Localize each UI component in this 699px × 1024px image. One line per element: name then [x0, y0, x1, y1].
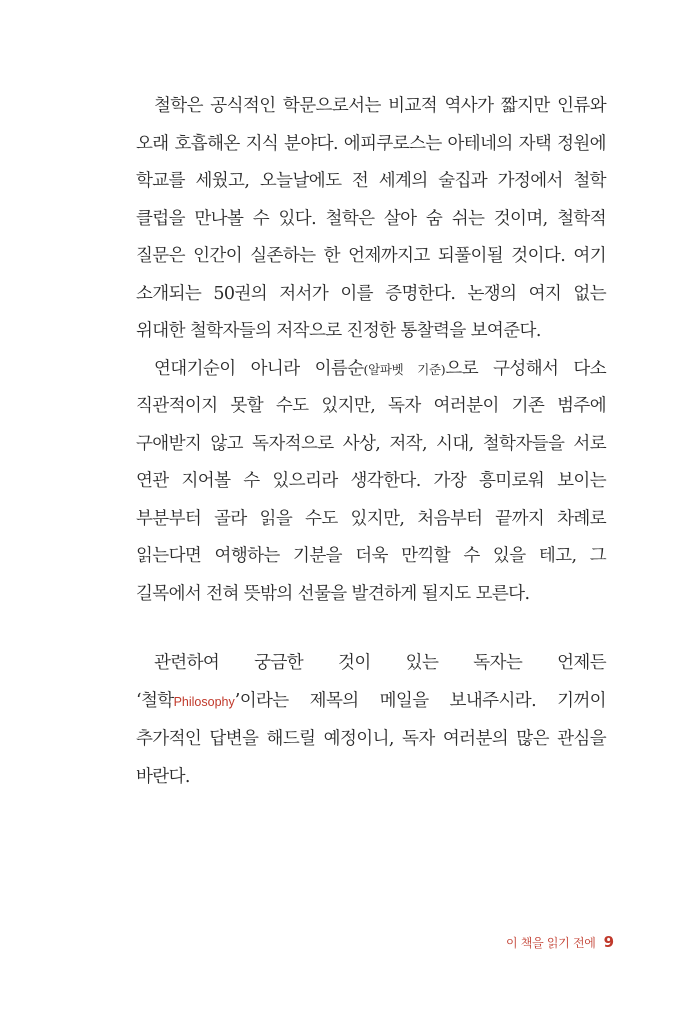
page-footer [506, 933, 614, 951]
closing-text-block [136, 645, 606, 796]
paragraph-3-text-before: 관련하여 궁금한 것이 있는 독자는 언제든 ‘철학 [136, 653, 606, 711]
paragraph-2-annotation: (알파벳 기준) [363, 361, 446, 377]
paragraph-2-text-after: 으로 구성해서 다소 직관적이지 못할 수도 있지만, 독자 여러분이 기존 범주에 구애받지 않고 독자적으로 사상, 저작, 시대, 철학자들을 서로 연관 지어볼 수 있으리라 생각한다. 가장 흥미로워 보이는 부분부터 골라 읽을 수도 있지만, 처음부터 끝까지 차례로 읽는다면 여행하는 기분을 더욱 만끽할 수 있을 테고, 그 길목에서 전혀 뜻밖의 선물을 발견하게 될지도 모른다. [136, 358, 607, 604]
running-title: 이 책을 읽기 전에 [505, 936, 596, 950]
paragraph-3-text-after: ’이라는 제목의 메일을 보내주시라. 기꺼이 추가적인 답변을 해드릴 예정이니, 독자 여러분의 많은 관심을 바란다. [136, 690, 606, 787]
paragraph-2-text-before: 연대기순이 아니라 이름순 [154, 358, 364, 379]
paragraph-3-english-term: Philosophy [173, 694, 235, 709]
main-text-block [136, 88, 606, 613]
paragraph-3 [136, 645, 606, 796]
page-number: 9 [603, 933, 614, 951]
paragraph-1: 철학은 공식적인 학문으로서는 비교적 역사가 짧지만 인류와 오래 호흡해온 지식 분야다. 에피쿠로스는 아테네의 자택 정원에 학교를 세웠고, 오늘날에도 전 세계의 술집과 가정에서 철학 클럽을 만나볼 수 있다. 철학은 살아 숨 쉬는 것이며, 철학적 질문은 인간이 실존하는 한 언제까지고 되풀이될 것이다. 여기 소개되는 50권의 저서가 이를 증명한다. 논쟁의 여지 없는 위대한 철학자들의 저작으로 진정한 통찰력을 보여준다. [136, 96, 606, 341]
paragraph-2 [136, 351, 606, 614]
